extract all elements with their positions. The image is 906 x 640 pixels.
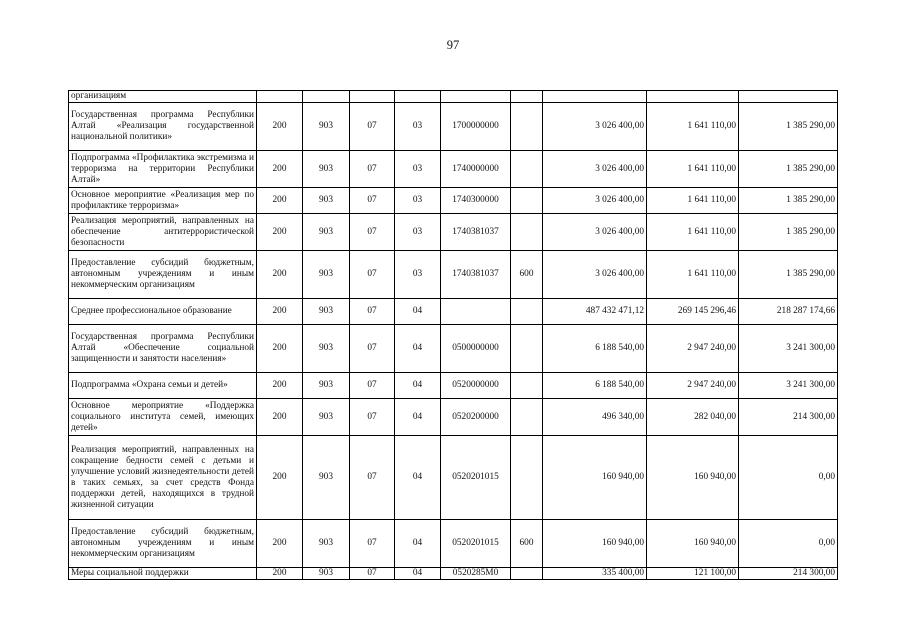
section-code: 07 (350, 188, 395, 214)
admin-code: 200 (257, 436, 303, 520)
amount-year-2: 1 385 290,00 (739, 214, 838, 251)
amount-year-2 (739, 91, 838, 103)
ministry-code: 903 (303, 103, 350, 151)
admin-code: 200 (257, 325, 303, 373)
subsection-code: 03 (395, 151, 441, 188)
target-article-code: 1700000000 (441, 103, 511, 151)
amount-total: 487 432 471,12 (543, 299, 647, 325)
amount-total: 335 400,00 (543, 568, 647, 580)
budget-item-name: Среднее профессиональное образование (69, 299, 257, 325)
budget-item-name: Государственная программа Республики Алтай «Реализация государственной национальной политики» (69, 103, 257, 151)
amount-year-1: 160 940,00 (647, 436, 739, 520)
page-number: 97 (446, 38, 460, 52)
amount-year-2: 0,00 (739, 520, 838, 568)
amount-total: 3 026 400,00 (543, 251, 647, 299)
target-article-code: 0520201015 (441, 520, 511, 568)
amount-year-2: 3 241 300,00 (739, 325, 838, 373)
expense-type-code (511, 399, 543, 436)
subsection-code: 04 (395, 520, 441, 568)
expense-type-code (511, 299, 543, 325)
amount-total: 496 340,00 (543, 399, 647, 436)
subsection-code (395, 91, 441, 103)
section-code: 07 (350, 373, 395, 399)
budget-item-name: Основное мероприятие «Реализация мер по профилактике терроризма» (69, 188, 257, 214)
table-row (69, 151, 838, 188)
admin-code: 200 (257, 520, 303, 568)
target-article-code: 1740300000 (441, 188, 511, 214)
admin-code (257, 91, 303, 103)
ministry-code: 903 (303, 214, 350, 251)
table-row (69, 399, 838, 436)
expense-type-code: 600 (511, 520, 543, 568)
target-article-code: 0520200000 (441, 399, 511, 436)
amount-total: 3 026 400,00 (543, 103, 647, 151)
admin-code: 200 (257, 103, 303, 151)
amount-total: 6 188 540,00 (543, 325, 647, 373)
target-article-code: 0500000000 (441, 325, 511, 373)
table-row (69, 325, 838, 373)
budget-item-name: Меры социальной поддержки (69, 568, 257, 580)
section-code: 07 (350, 325, 395, 373)
ministry-code: 903 (303, 188, 350, 214)
admin-code: 200 (257, 214, 303, 251)
budget-item-name: Подпрограмма «Охрана семьи и детей» (69, 373, 257, 399)
amount-year-2: 1 385 290,00 (739, 103, 838, 151)
ministry-code: 903 (303, 436, 350, 520)
ministry-code: 903 (303, 151, 350, 188)
expense-type-code (511, 373, 543, 399)
section-code: 07 (350, 299, 395, 325)
amount-year-1: 282 040,00 (647, 399, 739, 436)
amount-total: 3 026 400,00 (543, 214, 647, 251)
subsection-code: 04 (395, 299, 441, 325)
subsection-code: 03 (395, 103, 441, 151)
expense-type-code (511, 214, 543, 251)
target-article-code: 1740381037 (441, 251, 511, 299)
amount-year-2: 214 300,00 (739, 568, 838, 580)
target-article-code: 0520285М0 (441, 568, 511, 580)
amount-year-1: 2 947 240,00 (647, 325, 739, 373)
amount-year-1: 2 947 240,00 (647, 373, 739, 399)
budget-item-name: Предоставление субсидий бюджетным, автономным учреждениям и иным некоммерческим организациям (69, 520, 257, 568)
expense-type-code: 600 (511, 251, 543, 299)
amount-year-1: 1 641 110,00 (647, 188, 739, 214)
expense-type-code (511, 151, 543, 188)
amount-year-1: 160 940,00 (647, 520, 739, 568)
section-code: 07 (350, 399, 395, 436)
amount-year-2: 1 385 290,00 (739, 151, 838, 188)
amount-year-2: 218 287 174,66 (739, 299, 838, 325)
budget-item-name: организациям (69, 91, 257, 103)
admin-code: 200 (257, 568, 303, 580)
section-code: 07 (350, 436, 395, 520)
expense-type-code (511, 568, 543, 580)
amount-year-1: 1 641 110,00 (647, 103, 739, 151)
section-code (350, 91, 395, 103)
amount-year-1 (647, 91, 739, 103)
budget-item-name: Подпрограмма «Профилактика экстремизма и терроризма на территории Республики Алтай» (69, 151, 257, 188)
table-row (69, 373, 838, 399)
target-article-code (441, 299, 511, 325)
amount-year-2: 214 300,00 (739, 399, 838, 436)
expense-type-code (511, 103, 543, 151)
expense-type-code (511, 325, 543, 373)
amount-year-2: 1 385 290,00 (739, 188, 838, 214)
ministry-code: 903 (303, 399, 350, 436)
subsection-code: 03 (395, 188, 441, 214)
admin-code: 200 (257, 299, 303, 325)
subsection-code: 04 (395, 373, 441, 399)
target-article-code: 1740000000 (441, 151, 511, 188)
budget-item-name: Реализация мероприятий, направленных на обеспечение антитеррористической безопасности (69, 214, 257, 251)
target-article-code (441, 91, 511, 103)
table-row (69, 568, 838, 580)
subsection-code: 03 (395, 251, 441, 299)
table-row (69, 214, 838, 251)
amount-year-1: 121 100,00 (647, 568, 739, 580)
admin-code: 200 (257, 188, 303, 214)
amount-year-1: 1 641 110,00 (647, 251, 739, 299)
expense-type-code (511, 436, 543, 520)
ministry-code: 903 (303, 299, 350, 325)
ministry-code (303, 91, 350, 103)
table-row (69, 436, 838, 520)
target-article-code: 0520201015 (441, 436, 511, 520)
expense-type-code (511, 188, 543, 214)
subsection-code: 04 (395, 325, 441, 373)
budget-item-name: Основное мероприятие «Поддержка социального института семей, имеющих детей» (69, 399, 257, 436)
budget-item-name: Реализация мероприятий, направленных на сокращение бедности семей с детьми и улучшение условий жизнедеятельности детей в таких семьях, за счет средств Фонда поддержки детей, находящихся в трудной жизненной ситуации (69, 436, 257, 520)
table-row (69, 188, 838, 214)
ministry-code: 903 (303, 520, 350, 568)
ministry-code: 903 (303, 325, 350, 373)
table-row (69, 103, 838, 151)
table-row (69, 520, 838, 568)
amount-year-2: 1 385 290,00 (739, 251, 838, 299)
section-code: 07 (350, 103, 395, 151)
section-code: 07 (350, 151, 395, 188)
section-code: 07 (350, 214, 395, 251)
ministry-code: 903 (303, 373, 350, 399)
amount-year-1: 269 145 296,46 (647, 299, 739, 325)
target-article-code: 1740381037 (441, 214, 511, 251)
ministry-code: 903 (303, 568, 350, 580)
amount-total: 6 188 540,00 (543, 373, 647, 399)
amount-year-1: 1 641 110,00 (647, 214, 739, 251)
amount-total: 160 940,00 (543, 520, 647, 568)
amount-total: 3 026 400,00 (543, 188, 647, 214)
table-row (69, 91, 838, 103)
expense-type-code (511, 91, 543, 103)
amount-total: 3 026 400,00 (543, 151, 647, 188)
subsection-code: 03 (395, 214, 441, 251)
admin-code: 200 (257, 399, 303, 436)
section-code: 07 (350, 251, 395, 299)
subsection-code: 04 (395, 399, 441, 436)
amount-year-2: 3 241 300,00 (739, 373, 838, 399)
amount-year-1: 1 641 110,00 (647, 151, 739, 188)
section-code: 07 (350, 568, 395, 580)
subsection-code: 04 (395, 436, 441, 520)
amount-year-2: 0,00 (739, 436, 838, 520)
admin-code: 200 (257, 151, 303, 188)
table-row (69, 299, 838, 325)
table-row (69, 251, 838, 299)
budget-item-name: Предоставление субсидий бюджетным, автономным учреждениям и иным некоммерческим организациям (69, 251, 257, 299)
amount-total: 160 940,00 (543, 436, 647, 520)
budget-item-name: Государственная программа Республики Алтай «Обеспечение социальной защищенности и занятости населения» (69, 325, 257, 373)
section-code: 07 (350, 520, 395, 568)
amount-total (543, 91, 647, 103)
ministry-code: 903 (303, 251, 350, 299)
admin-code: 200 (257, 373, 303, 399)
target-article-code: 0520000000 (441, 373, 511, 399)
budget-table (68, 90, 838, 580)
subsection-code: 04 (395, 568, 441, 580)
admin-code: 200 (257, 251, 303, 299)
